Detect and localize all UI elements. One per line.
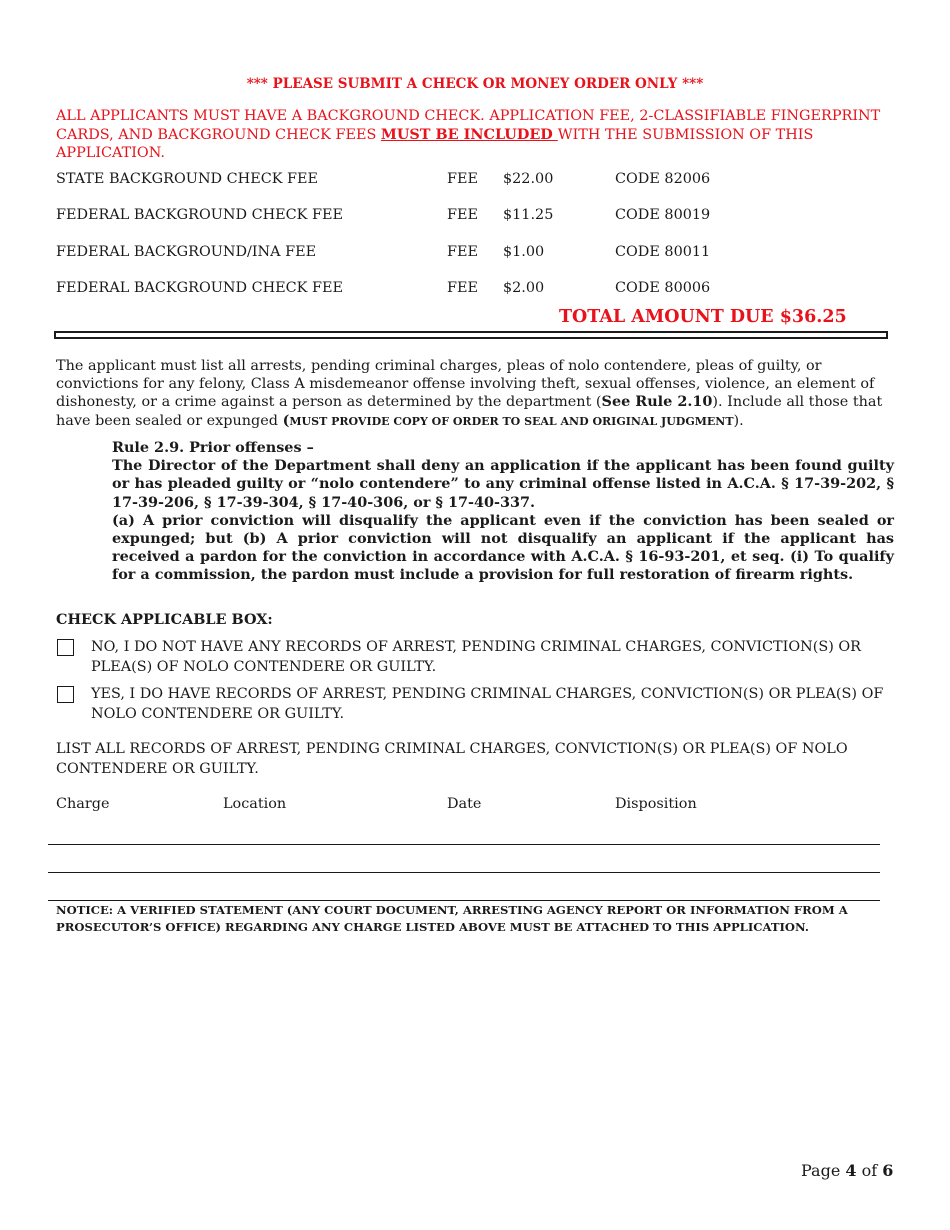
fee-name: FEDERAL BACKGROUND CHECK FEE <box>56 207 343 223</box>
page-number <box>801 1161 893 1180</box>
fee-amount: $22.00 <box>503 171 554 187</box>
check-box-heading: CHECK APPLICABLE BOX: <box>56 611 273 628</box>
yes-records-checkbox[interactable] <box>57 686 74 703</box>
no-records-label: NO, I DO NOT HAVE ANY RECORDS OF ARREST, PENDING CRIMINAL CHARGES, CONVICTION(S) OR PLEA(S) OF NOLO CONTENDERE OR GUILTY. <box>91 639 862 675</box>
verified-statement-notice: NOTICE: A VERIFIED STATEMENT (ANY COURT DOCUMENT, ARRESTING AGENCY REPORT OR INFORMATION FROM A PROSECUTOR’S OFFICE) REGARDING ANY CHARGE LISTED ABOVE MUST BE ATTACHED TO THIS APPLICATION. <box>56 903 848 934</box>
fee-row <box>56 280 856 300</box>
fee-amount: $2.00 <box>503 280 545 296</box>
fee-label: FEE <box>447 207 478 223</box>
fee-row <box>56 207 856 227</box>
page-total: 6 <box>882 1161 894 1180</box>
fee-name: STATE BACKGROUND CHECK FEE <box>56 171 319 187</box>
fee-code: CODE 80011 <box>615 244 711 260</box>
rule-paragraph-2: (a) A prior conviction will disqualify the applicant even if the conviction has been sealed or expunged; but (b) A prior conviction will not disqualify an applicant if the applicant has received a pardon for the conviction in accordance with A.C.A. § 16-93-201, et seq. (i) To qualify for a commission, the pardon must include a provision for full restoration of firearm rights. <box>112 511 894 584</box>
total-divider <box>54 331 888 339</box>
column-disposition: Disposition <box>615 796 697 812</box>
records-list-heading: LIST ALL RECORDS OF ARREST, PENDING CRIMINAL CHARGES, CONVICTION(S) OR PLEA(S) OF NOLO CONTENDERE OR GUILTY. <box>56 741 848 777</box>
yes-records-label: YES, I DO HAVE RECORDS OF ARREST, PENDING CRIMINAL CHARGES, CONVICTION(S) OR PLEA(S) OF NOLO CONTENDERE OR GUILTY. <box>91 686 884 722</box>
rule-reference: See Rule 2.10 <box>601 393 713 411</box>
fee-label: FEE <box>447 280 478 296</box>
fee-code: CODE 80019 <box>615 207 711 223</box>
rule-paragraph-1: The Director of the Department shall deny an application if the applicant has been found guilty or has pleaded guilty or “nolo contendere” to any criminal offense listed in A.C.A. § 17-39-202, § 17-39-206, § 17-39-304, § 17-40-306, or § 17-40-337. <box>112 457 894 511</box>
disclosure-text-2: ). Include all those that have been sealed or expunged <box>56 394 883 429</box>
rule-2-9-block <box>112 439 894 585</box>
paren-open: ( <box>282 411 290 429</box>
record-entry-line[interactable] <box>48 844 880 845</box>
fee-label: FEE <box>447 171 478 187</box>
disclosure-instructions <box>56 357 896 431</box>
column-location: Location <box>223 796 287 812</box>
record-entry-line[interactable] <box>48 872 880 873</box>
column-charge: Charge <box>56 796 110 812</box>
background-check-notice <box>56 107 901 163</box>
page-of: of <box>856 1161 883 1180</box>
column-date: Date <box>447 796 482 812</box>
page-current: 4 <box>845 1161 857 1180</box>
disclosure-text-1: The applicant must list all arrests, pending criminal charges, pleas of nolo contendere, pleas of guilty, or convictions for any felony, Class A misdemeanor offense involving theft, sexual offenses, violence, an element of dishonesty, or a crime against a person as determined by the department ( <box>56 358 875 411</box>
paren-close: ). <box>733 412 744 429</box>
payment-notice: *** PLEASE SUBMIT A CHECK OR MONEY ORDER ONLY *** <box>246 76 704 92</box>
notice-text-2: WITH THE SUBMISSION OF THIS APPLICATION. <box>56 126 814 161</box>
fee-code: CODE 82006 <box>615 171 711 187</box>
rule-title: Rule 2.9. Prior offenses – <box>112 439 314 456</box>
notice-emphasis: MUST BE INCLUDED <box>380 125 558 143</box>
fee-label: FEE <box>447 244 478 260</box>
expunge-requirement: MUST PROVIDE COPY OF ORDER TO SEAL AND ORIGINAL JUDGMENT <box>289 414 734 428</box>
notice-divider <box>48 900 880 901</box>
fee-row <box>56 171 856 191</box>
fee-code: CODE 80006 <box>615 280 711 296</box>
total-amount-due: TOTAL AMOUNT DUE $36.25 <box>559 307 847 327</box>
no-records-checkbox[interactable] <box>57 639 74 656</box>
fee-amount: $11.25 <box>503 207 554 223</box>
fee-name: FEDERAL BACKGROUND CHECK FEE <box>56 280 343 296</box>
fee-amount: $1.00 <box>503 244 545 260</box>
notice-text-1: ALL APPLICANTS MUST HAVE A BACKGROUND CHECK. APPLICATION FEE, 2-CLASSIFIABLE FINGERPRINT CARDS, AND BACKGROUND CHECK FEES <box>56 108 881 143</box>
fee-name: FEDERAL BACKGROUND/INA FEE <box>56 244 317 260</box>
fee-row <box>56 244 856 264</box>
page-prefix: Page <box>801 1161 846 1180</box>
